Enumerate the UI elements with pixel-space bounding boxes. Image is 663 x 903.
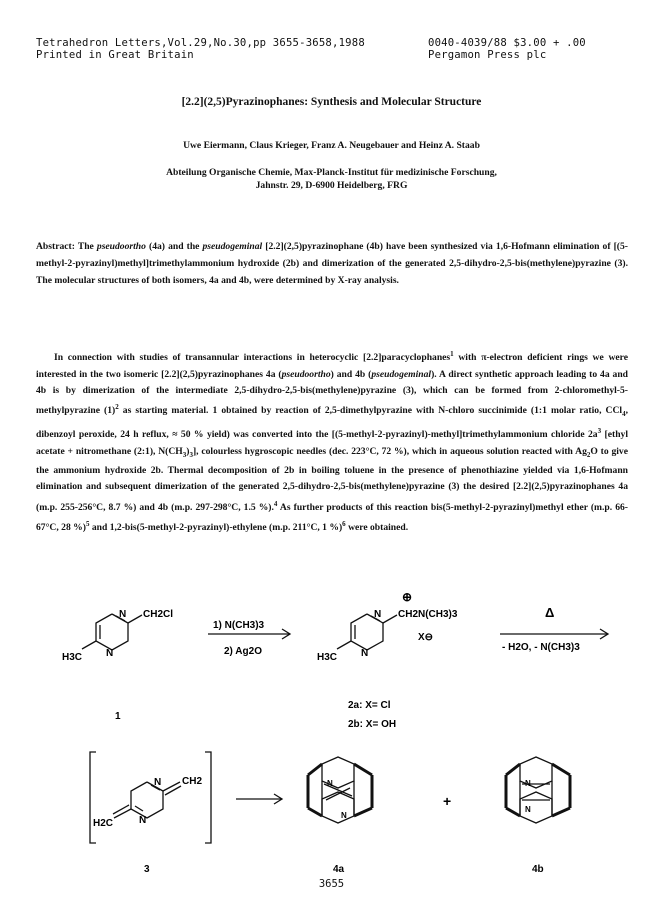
compound-2-substituent: CH2N(CH3)3 <box>398 609 458 620</box>
compound-3-methylene-1: CH2 <box>182 776 203 787</box>
compound-4b-n1: N <box>525 779 531 788</box>
compound-2-n1: N <box>374 609 382 620</box>
text-run: As further products of this reaction bis(5-methyl-2-pyrazinyl)methyl ether (m.p. 66-67°C, 28 %) <box>36 501 628 534</box>
compound-4b-structure <box>506 757 570 823</box>
reference-mark: 3 <box>597 426 602 435</box>
article-authors: Uwe Eiermann, Claus Krieger, Franz A. Neugebauer and Heinz A. Staab <box>183 140 480 151</box>
text-term: pseudogeminal <box>371 368 432 380</box>
price-code: 0040-4039/88 $3.00 + .00 <box>428 37 586 49</box>
reagent-step-1: 1) N(CH3)3 <box>213 620 265 631</box>
text-run: with π-electron deficient rings we were interested in the two isomeric [2.2](2,5)pyrazinophanes 4a ( <box>36 352 628 380</box>
compound-2-structure <box>337 614 397 650</box>
page-number: 3655 <box>318 878 345 890</box>
abstract-term: pseudogeminal <box>202 241 263 252</box>
compound-4a-n1: N <box>327 779 333 788</box>
text-term: pseudoortho <box>281 368 331 380</box>
compound-3-n2: N <box>139 815 147 826</box>
compound-3-n1: N <box>154 777 162 788</box>
reference-mark: 5 <box>85 520 90 529</box>
subscript: 2 <box>586 450 591 459</box>
subscript: 4 <box>622 410 626 419</box>
compound-4b-n2: N <box>525 805 531 814</box>
text-run: , dibenzoyl peroxide, 24 h reflux, ≈ 50 % yield) was converted into the [(5-methyl-2-pyrazinyl)-methyl]trimethylammonium chloride 2a <box>36 405 628 441</box>
compound-1-n2: N <box>106 648 114 659</box>
label-compound-2a: 2a: X= Cl <box>348 700 391 711</box>
text-run: were obtained. <box>345 522 409 534</box>
compound-1-structure <box>82 614 142 650</box>
text-run: [ethyl acetate + nitromethane (2:1), N(CH <box>36 429 628 457</box>
abstract-text: (4a) and the <box>145 241 203 252</box>
article-title: [2.2](2,5)Pyrazinophanes: Synthesis and Molecular Structure <box>181 96 482 108</box>
counterion: X⊖ <box>418 632 434 643</box>
reference-mark: 2 <box>115 403 119 412</box>
text-run: as starting material. 1 obtained by reaction of 2,5-dimethylpyrazine with N-chloro succinimide (1:1 molar ratio, CCl <box>118 405 623 417</box>
label-compound-2b: 2b: X= OH <box>348 719 397 730</box>
abstract-text: [2.2](2,5)pyrazinophane (4b) have been synthesized via 1,6-Hofmann elimination of [(5-methyl-2-pyrazinyl)methyl]trimethylammonium hydroxide (2b) and dimerization of the generated 2,5-dihydro-2,5-bis(methylene)pyrazine (3). The molecular structures of both isomers, 4a and 4b, were determined by X-ray analysis. <box>36 241 628 287</box>
printed-in: Printed in Great Britain <box>36 49 194 61</box>
compound-4a-n2: N <box>341 811 347 820</box>
compound-3-methylene-2: H2C <box>93 818 114 829</box>
reference-mark: 6 <box>342 520 346 529</box>
text-run: ). A direct synthetic approach leading to 4a and 4b is by dimerization of the intermediate 2,5-dihydro-2,5-bis(methylene)pyrazine (3), which can be formed from 2-chloromethyl-5-methylpyrazine (1) <box>36 368 628 417</box>
subscript: 3 <box>189 450 193 459</box>
label-compound-3: 3 <box>144 864 150 875</box>
abstract-text: The <box>74 241 97 252</box>
elimination-products: - H2O, - N(CH3)3 <box>502 642 580 653</box>
subscript: 3 <box>182 450 187 459</box>
plus-sign: + <box>443 793 452 809</box>
text-run: ], colourless hygroscopic needles (dec. 223°C, 72 %), which in aqueous solution reacted with Ag <box>192 445 587 457</box>
text-run: In connection with studies of transannular interactions in heterocyclic [2.2]paracyclophanes <box>54 352 451 364</box>
label-compound-4b: 4b <box>532 864 544 875</box>
compound-1-n1: N <box>119 609 127 620</box>
journal-citation: Tetrahedron Letters,Vol.29,No.30,pp 3655-3658,1988 <box>36 37 365 49</box>
publisher: Pergamon Press plc <box>428 49 547 61</box>
positive-charge: ⊕ <box>402 590 413 604</box>
text-run: ) and 4b ( <box>330 368 372 380</box>
affiliation-line-2: Jahnstr. 29, D-6900 Heidelberg, FRG <box>255 180 408 191</box>
text-run: O to give the ammonium hydroxide 2b. Thermal decomposition of 2b in boiling toluene in the presence of phenothiazine yielded via 1,6-Hofmann elimination and subsequent dimerization of the generated 2,5-dihydro-2,5-bis(methylene)pyrazine (3) the desired [2.2](2,5)pyrazinophanes 4a (m.p. 255-256°C, 8.7 %) and 4b (m.p. 297-298°C, 1.5 %). <box>36 445 628 513</box>
compound-3-structure <box>90 752 211 843</box>
reference-mark: 1 <box>450 350 454 358</box>
affiliation-line-1: Abteilung Organische Chemie, Max-Planck-Institut für medizinische Forschung, <box>166 167 497 178</box>
reagent-step-2: 2) Ag2O <box>224 646 262 657</box>
text-run: and 1,2-bis(5-methyl-2-pyrazinyl)-ethylene (m.p. 211°C, 1 %) <box>89 522 343 534</box>
compound-4a-structure <box>308 757 372 823</box>
compound-2-methyl: H3C <box>317 652 338 663</box>
compound-2-n2: N <box>361 648 369 659</box>
compound-1-methyl: H3C <box>62 652 83 663</box>
heat-symbol: Δ <box>545 605 555 620</box>
text-run: ) <box>186 445 190 457</box>
label-compound-4a: 4a <box>333 864 345 875</box>
label-compound-1: 1 <box>115 711 121 722</box>
abstract-term: pseudoortho <box>96 241 146 252</box>
compound-1-substituent: CH2Cl <box>143 609 174 620</box>
reference-mark: 4 <box>273 499 278 508</box>
abstract-label: Abstract: <box>36 241 75 252</box>
